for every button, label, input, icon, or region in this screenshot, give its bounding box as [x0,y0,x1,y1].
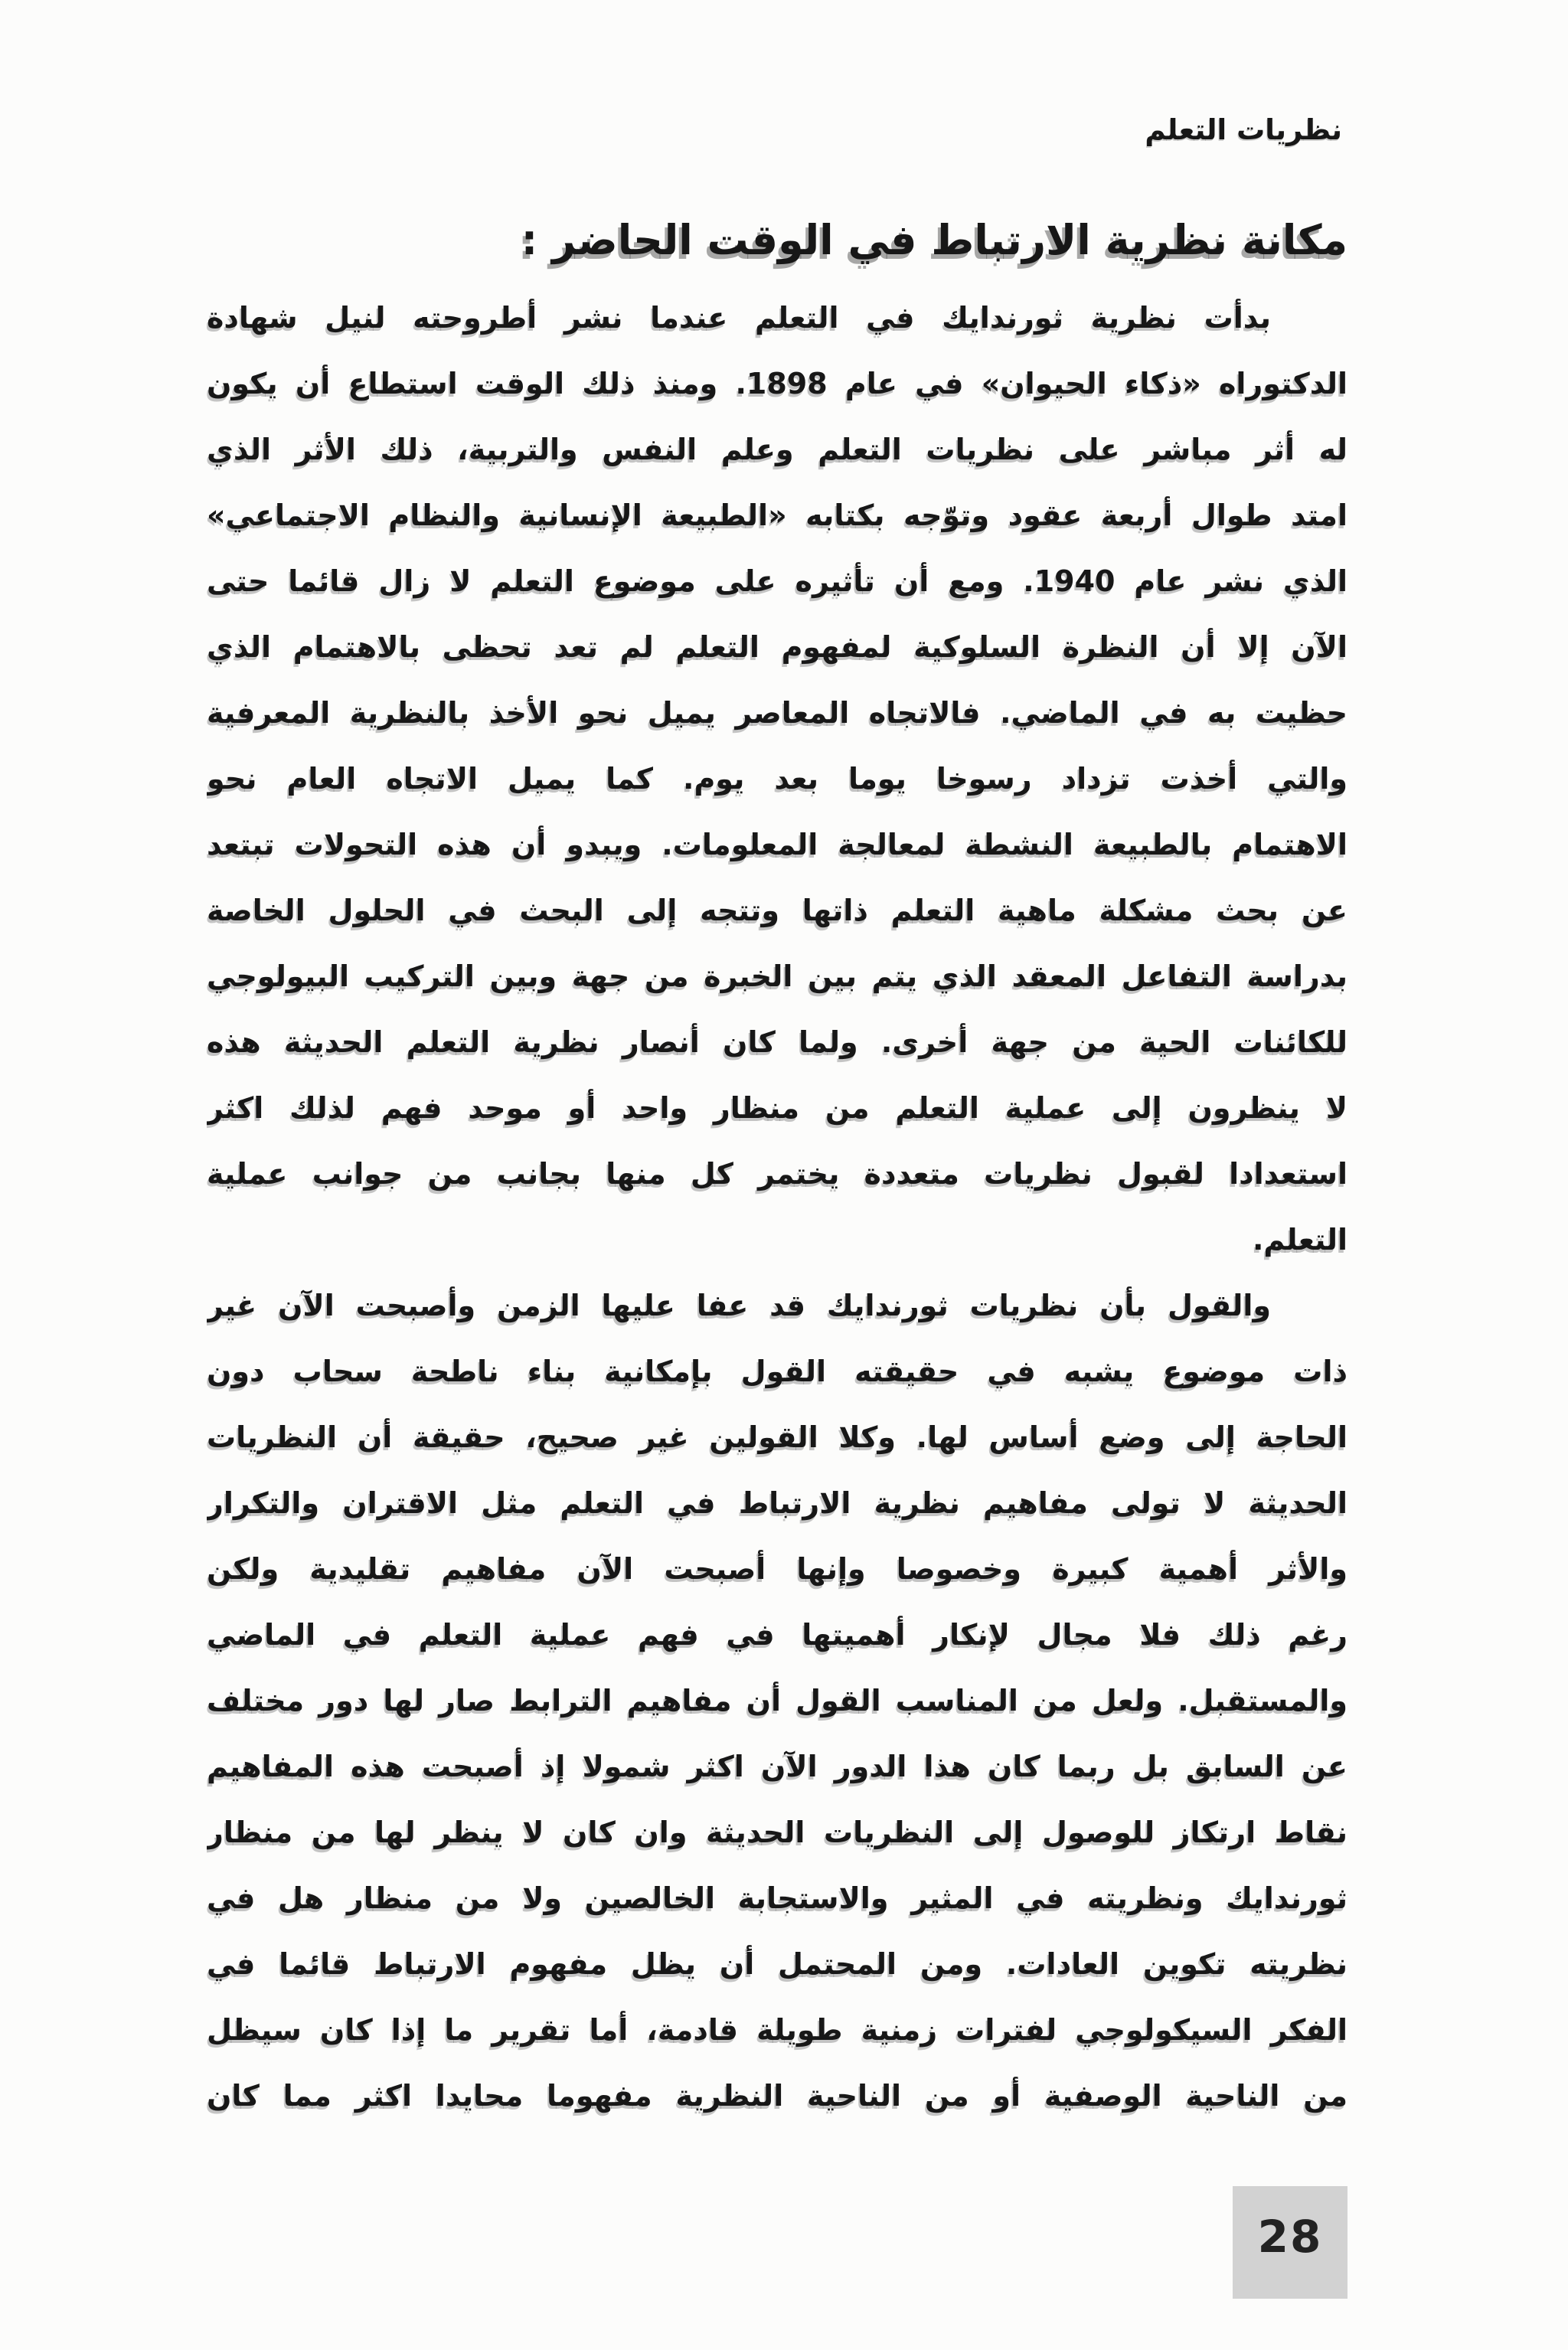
body-line: والمستقبل. ولعل من المناسب القول أن مفاهيم الترابط صار لها دور مختلف [207,1684,1348,1718]
body-line: عن السابق بل ربما كان هذا الدور الآن اكثر شمولا إذ أصبحت هذه المفاهيم [207,1750,1348,1783]
body-line: نظريته تكوين العادات. ومن المحتمل أن يظل مفهوم الارتباط قائما في [207,1947,1348,1981]
body-line: بدراسة التفاعل المعقد الذي يتم بين الخبرة من جهة وبين التركيب البيولوجي [207,959,1348,993]
body-line: لا ينظرون إلى عملية التعلم من منظار واحد أو موحد فهم لذلك اكثر [207,1091,1348,1125]
body-line: الاهتمام بالطبيعة النشطة لمعالجة المعلومات. ويبدو أن هذه التحولات تبتعد [207,828,1348,861]
body-line: الدكتوراه «ذكاء الحيوان» في عام 1898. ومنذ ذلك الوقت استطاع أن يكون [207,367,1348,400]
body-text [207,285,1348,2129]
body-line: الذي نشر عام 1940. ومع أن تأثيره على موضوع التعلم لا زال قائما حتى [207,564,1348,598]
section-heading: مكانة نظرية الارتباط في الوقت الحاضر : [521,216,1348,264]
body-line: رغم ذلك فلا مجال لإنكار أهميتها في فهم عملية التعلم في الماضي [207,1618,1348,1652]
body-line: امتد طوال أربعة عقود وتوّجه بكتابه «الطبيعة الإنسانية والنظام الاجتماعي» [207,498,1348,532]
body-line: بدأت نظرية ثورندايك في التعلم عندما نشر أطروحته لنيل شهادة [207,301,1271,335]
body-line: والأثر أهمية كبيرة وخصوصا وإنها أصبحت الآن مفاهيم تقليدية ولكن [207,1552,1348,1586]
body-line: حظيت به في الماضي. فالاتجاه المعاصر يميل نحو الأخذ بالنظرية المعرفية [207,696,1348,730]
body-line: استعدادا لقبول نظريات متعددة يختمر كل منها بجانب من جوانب عملية [207,1157,1348,1191]
running-header: نظريات التعلم [1145,113,1342,146]
body-line: الفكر السيكولوجي لفترات زمنية طويلة قادمة، أما تقرير ما إذا كان سيظل [207,2013,1348,2047]
body-line: الحديثة لا تولى مفاهيم نظرية الارتباط في التعلم مثل الاقتران والتكرار [207,1486,1348,1520]
body-line: الحاجة إلى وضع أساس لها. وكلا القولين غير صحيح، حقيقة أن النظريات [207,1420,1348,1454]
page-number: 28 [1257,2210,1323,2263]
body-line: والتي أخذت تزداد رسوخا يوما بعد يوم. كما يميل الاتجاه العام نحو [207,762,1348,796]
body-line: التعلم. [1252,1223,1348,1257]
body-line: عن بحث مشكلة ماهية التعلم ذاتها وتتجه إلى البحث في الحلول الخاصة [207,894,1348,927]
body-line: للكائنات الحية من جهة أخرى. ولما كان أنصار نظرية التعلم الحديثة هذه [207,1025,1348,1059]
page-number-badge [1233,2186,1348,2299]
body-line: نقاط ارتكاز للوصول إلى النظريات الحديثة وان كان لا ينظر لها من منظار [207,1816,1348,1849]
body-line: والقول بأن نظريات ثورندايك قد عفا عليها الزمن وأصبحت الآن غير [207,1289,1271,1322]
body-line: له أثر مباشر على نظريات التعلم وعلم النفس والتربية، ذلك الأثر الذي [207,433,1348,466]
body-line: الآن إلا أن النظرة السلوكية لمفهوم التعلم لم تعد تحظى بالاهتمام الذي [207,630,1348,664]
body-line: ذات موضوع يشبه في حقيقته القول بإمكانية بناء ناطحة سحاب دون [207,1355,1348,1388]
body-line: ثورندايك ونظريته في المثير والاستجابة الخالصين ولا من منظار هل في [207,1881,1348,1915]
body-line: من الناحية الوصفية أو من الناحية النظرية مفهوما محايدا اكثر مما كان [207,2079,1348,2113]
